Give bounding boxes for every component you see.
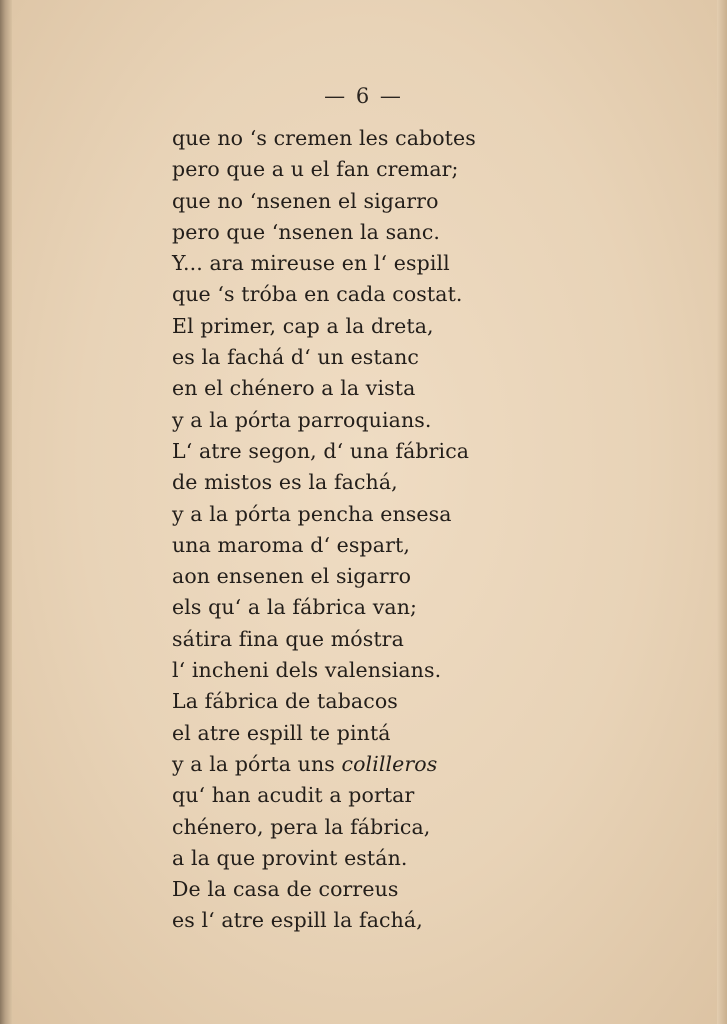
verse-line xyxy=(172,749,692,780)
page-binding-edge xyxy=(0,0,12,1024)
verse-line: De la casa de correus xyxy=(172,877,399,902)
verse-line: La fábrica de tabacos xyxy=(172,689,398,714)
verse-line: a la que provint están. xyxy=(172,845,408,870)
verse-line: chénero, pera la fábrica, xyxy=(172,814,431,839)
verse-line: y a la pórta parroquians. xyxy=(172,407,432,432)
verse-line: Y... ara mireuse en l‘ espill xyxy=(172,251,450,276)
verse-line: els qu‘ a la fábrica van; xyxy=(172,595,418,620)
verse-line: de mistos es la fachá, xyxy=(172,470,398,495)
verse-line: es l‘ atre espill la fachá, xyxy=(172,908,423,933)
verse-line: y a la pórta pencha ensesa xyxy=(172,501,452,526)
page-number: — 6 — xyxy=(324,84,403,108)
verse-line: l‘ incheni dels valensians. xyxy=(172,658,442,683)
verse-line: qu‘ han acudit a portar xyxy=(172,783,415,808)
poem-verse xyxy=(172,123,692,937)
verse-line: El primer, cap a la dreta, xyxy=(172,313,434,338)
verse-line: que no ‘nsenen el sigarro xyxy=(172,188,439,213)
verse-line-text: y a la pórta uns xyxy=(172,751,342,776)
verse-line: que no ‘s cremen les cabotes xyxy=(172,126,476,150)
verse-line: L‘ atre segon, d‘ una fábrica xyxy=(172,438,470,463)
verse-line: pero que a u el fan cremar; xyxy=(172,157,459,182)
verse-line: el atre espill te pintá xyxy=(172,720,391,745)
verse-line: sátira fina que móstra xyxy=(172,626,404,651)
verse-line: en el chénero a la vista xyxy=(172,376,416,401)
verse-line: una maroma d‘ espart, xyxy=(172,532,410,557)
page-right-edge xyxy=(717,0,727,1024)
verse-line: que ‘s tróba en cada costat. xyxy=(172,282,463,307)
verse-line: aon ensenen el sigarro xyxy=(172,564,412,589)
verse-line: es la fachá d‘ un estanc xyxy=(172,345,419,370)
italic-word: colilleros xyxy=(341,751,438,776)
verse-line: pero que ‘nsenen la sanc. xyxy=(172,219,441,244)
